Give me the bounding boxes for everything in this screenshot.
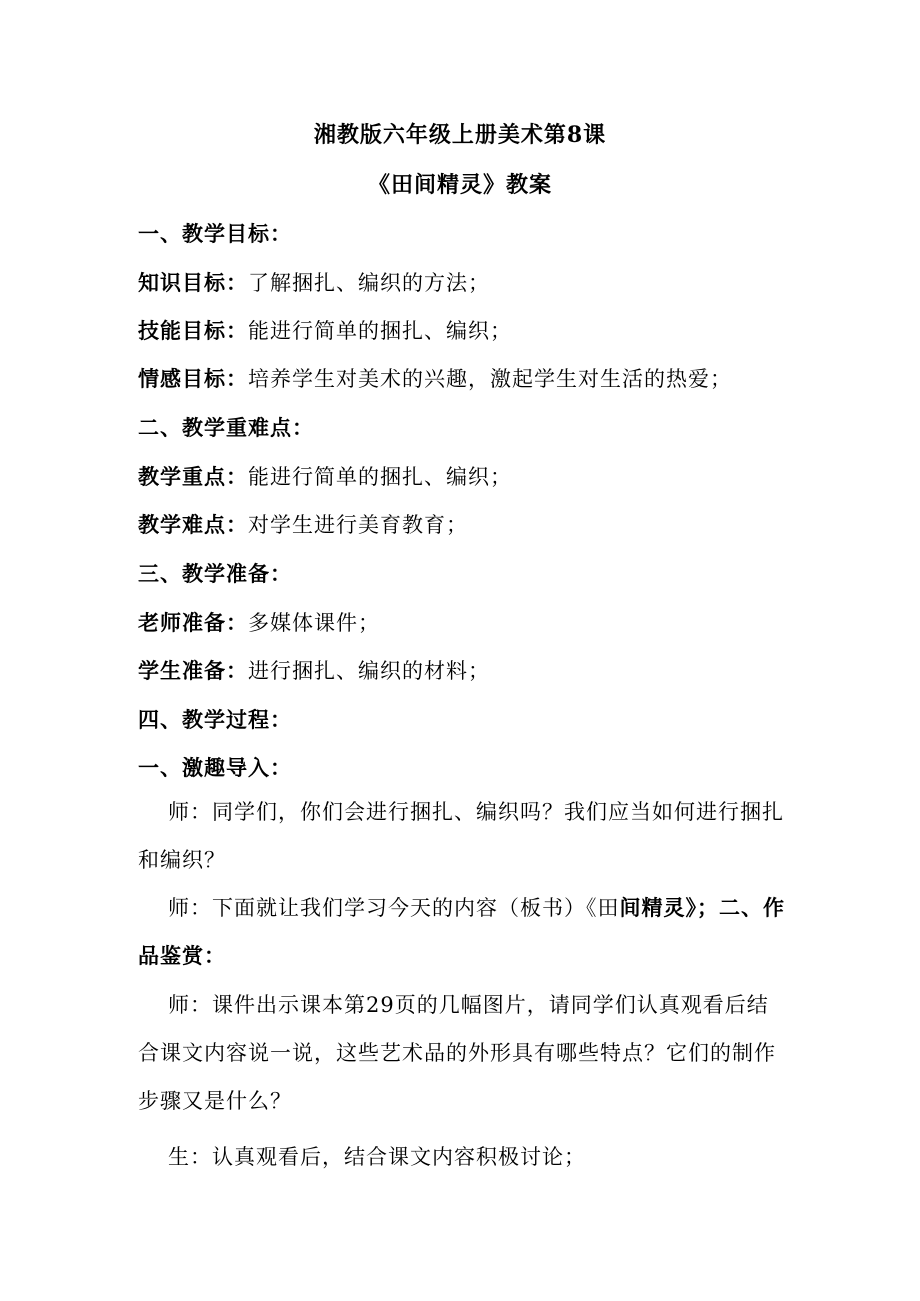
teacher-preparation-label: 老师准备： xyxy=(138,610,248,635)
student-preparation xyxy=(138,655,490,685)
key-point-label: 教学重点： xyxy=(138,464,248,489)
objective-knowledge xyxy=(138,267,490,297)
paragraph-teacher-question: 师：同学们，你们会进行捆扎、编织吗？我们应当如何进行捆扎和编织？ xyxy=(138,800,784,872)
objective-emotion-text: 培养学生对美术的兴趣，激起学生对生活的热爱； xyxy=(248,367,732,391)
paragraph-teacher-courseware: 师：课件出示课本第29页的几幅图片，请同学们认真观看后结合课文内容说一说，这些艺术品的外形具有哪些特点？它们的制作步骤又是什么？ xyxy=(138,993,776,1113)
difficult-point xyxy=(138,509,468,539)
objective-knowledge-text: 了解捆扎、编织的方法； xyxy=(248,271,490,295)
paragraph-teacher-intro xyxy=(138,884,788,980)
objective-skill-label: 技能目标： xyxy=(138,318,248,343)
section-heading-preparation: 三、教学准备： xyxy=(138,561,292,586)
section-heading-objectives: 一、教学目标： xyxy=(138,221,292,246)
student-preparation-label: 学生准备： xyxy=(138,658,248,683)
section-heading-key-points: 二、教学重难点： xyxy=(138,415,314,440)
objective-emotion xyxy=(138,363,732,393)
objective-skill-text: 能进行简单的捆扎、编织； xyxy=(248,319,512,343)
paragraph-student-response: 生：认真观看后，结合课文内容积极讨论； xyxy=(168,1145,586,1169)
objective-emotion-label: 情感目标： xyxy=(138,366,248,391)
teacher-preparation-text: 多媒体课件； xyxy=(248,611,380,635)
document-title: 湘教版六年级上册美术第8课 xyxy=(313,122,607,148)
key-point-text: 能进行简单的捆扎、编织； xyxy=(248,465,512,489)
teacher-preparation xyxy=(138,607,380,637)
paragraph-teacher-intro-text: 师：下面就让我们学习今天的内容（板书）《田 xyxy=(168,896,620,920)
difficult-point-label: 教学难点： xyxy=(138,512,248,537)
objective-knowledge-label: 知识目标： xyxy=(138,270,248,295)
key-point xyxy=(138,461,512,491)
paragraph-teacher-intro-bold: 间精灵》；二、 xyxy=(619,895,763,920)
step-heading-introduction: 一、激趣导入： xyxy=(138,755,292,780)
step-heading-appreciation: 作品鉴赏： xyxy=(138,895,785,968)
objective-skill xyxy=(138,315,512,345)
document-subtitle: 《田间精灵》教案 xyxy=(367,172,552,198)
difficult-point-text: 对学生进行美育教育； xyxy=(248,513,468,537)
section-heading-process: 四、教学过程： xyxy=(138,707,292,732)
student-preparation-text: 进行捆扎、编织的材料； xyxy=(248,659,490,683)
